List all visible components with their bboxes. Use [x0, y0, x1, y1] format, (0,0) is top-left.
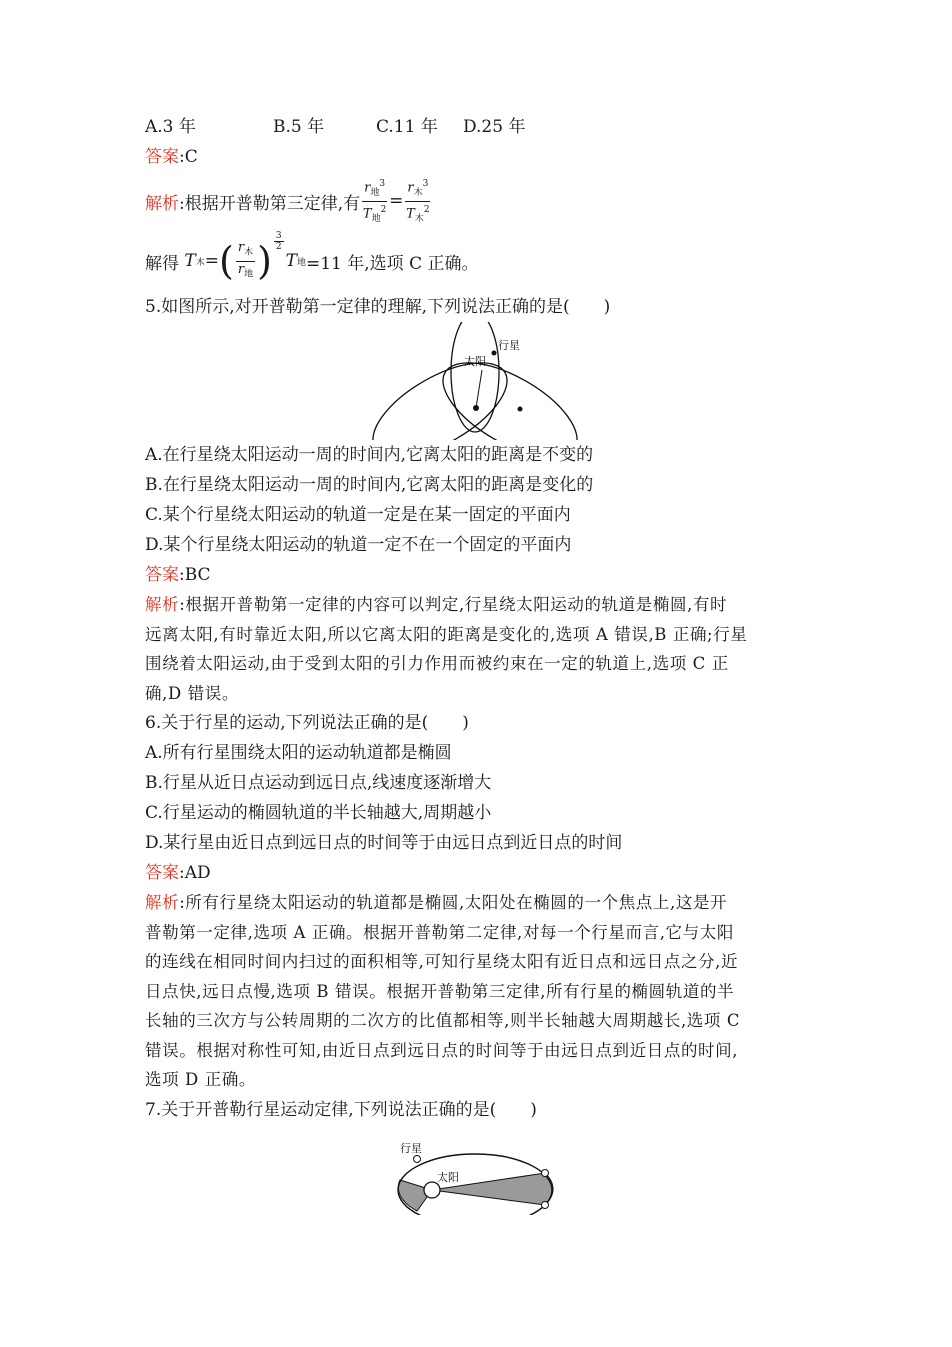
q6-option-b: B.行星从近日点运动到远日点,线速度逐渐增大	[145, 773, 492, 793]
fraction-jupiter: $\frac{r_木^3}{T_木^2}$	[405, 176, 430, 227]
fraction-earth: $\frac{r_地^3}{T_地^2}$	[362, 176, 387, 227]
orbit-right	[429, 344, 592, 440]
q7-stem: 7.关于开普勒行星运动定律,下列说法正确的是( )	[145, 1099, 537, 1120]
fig-sun-label: 太阳	[437, 1170, 459, 1184]
equals-sign: =	[389, 191, 404, 211]
q6-explanation: 解析:所有行星绕太阳运动的轨道都是椭圆,太阳处在椭圆的一个焦点上,这是开 普勒第一定律,选项 A 正确。根据开普勒第二定律,对每一个行星而言,它与太阳 的连线在相同时间内扫过的面积相等,可知行星绕太阳有近日点和远日点之分,近 日点快,远日点慢,选项 B 错误。根据开普勒第三定律,所有行星的椭圆轨道的半 长轴的三次方与公转周期的二次方的比值都相等,则半长轴越大周期越长,选项 C 错误。根据对称性可知,由近日点到远日点的时间等于由远日点到近日点的时间, 选项 D 正确。	[145, 893, 741, 1089]
q4-option-d: D.25 年	[463, 117, 526, 137]
q4-explanation	[145, 172, 810, 230]
q6-answer: 答案:AD	[145, 863, 211, 883]
q5-option-c: C.某个行星绕太阳运动的轨道一定是在某一固定的平面内	[145, 505, 571, 525]
sun-leader-line	[476, 370, 482, 408]
q4-answer	[145, 142, 810, 172]
q6-option-d: D.某行星由近日点到远日点的时间等于由远日点到近日点的时间	[145, 833, 623, 853]
fig-sun-label: 太阳	[464, 355, 486, 368]
q6-stem: 6.关于行星的运动,下列说法正确的是( )	[145, 713, 469, 733]
planet-point-3	[542, 1169, 549, 1176]
q5-option-b: B.在行星绕太阳运动一周的时间内,它离太阳的距离是变化的	[145, 475, 594, 495]
q4-option-c: C.11 年	[376, 117, 438, 137]
q6-option-c: C.行星运动的椭圆轨道的半长轴越大,周期越小	[145, 803, 492, 823]
planet-dot-top	[492, 351, 497, 356]
answer-label: 答案	[145, 147, 179, 167]
planet-point-4	[542, 1201, 549, 1208]
q4-options	[145, 112, 810, 142]
q4-option-a: A.3 年	[145, 117, 196, 137]
q5-option-a: A.在行星绕太阳运动一周的时间内,它离太阳的距离是不变的	[145, 445, 594, 465]
q5-option-d: D.某个行星绕太阳运动的轨道一定不在一个固定的平面内	[145, 535, 572, 555]
kepler-second-law-diagram	[145, 1125, 810, 1215]
answer-value: :C	[179, 147, 198, 167]
q6-option-a: A.所有行星围绕太阳的运动轨道都是椭圆	[145, 743, 452, 763]
orbit-ellipses-diagram	[145, 322, 810, 440]
q4-solution: 解得 T 木 = ( $\frac{r_木}{r_地}$ ) $\frac{3}{2}$ T 地 =11 年,选项 C 正确。	[145, 230, 479, 283]
q4-option-b: B.5 年	[273, 117, 325, 137]
q5-figure	[145, 322, 810, 440]
fig-planet-label: 行星	[400, 1141, 422, 1155]
q5-answer: 答案:BC	[145, 565, 211, 585]
fraction-ratio: $\frac{r_木}{r_地}$	[237, 239, 254, 280]
sun-circle	[424, 1182, 440, 1198]
q5-stem: 5.如图所示,对开普勒第一定律的理解,下列说法正确的是( )	[145, 297, 611, 317]
planet-dot-right	[518, 407, 523, 412]
exponent-3-2: $\frac{3}{2}$	[275, 230, 282, 252]
orbit-vertical	[451, 322, 499, 432]
explain-intro: :根据开普勒第三定律,有	[179, 193, 361, 214]
q5-explanation: 解析:根据开普勒第一定律的内容可以判定,行星绕太阳运动的轨道是椭圆,有时 远离太阳,有时靠近太阳,所以它离太阳的距离是变化的,选项 A 错误,B 正确;行星 围绕着太阳运动,由于受到太阳的引力作用而被约束在一定的轨道上,选项 C 正 确,D 错误。	[145, 595, 748, 703]
orbit-left	[359, 344, 522, 440]
fig-planet-label: 行星	[498, 339, 520, 352]
planet-point-1	[414, 1155, 421, 1162]
document-page	[145, 112, 810, 1215]
q7-figure	[145, 1125, 810, 1215]
explain-label: 解析	[145, 193, 179, 214]
